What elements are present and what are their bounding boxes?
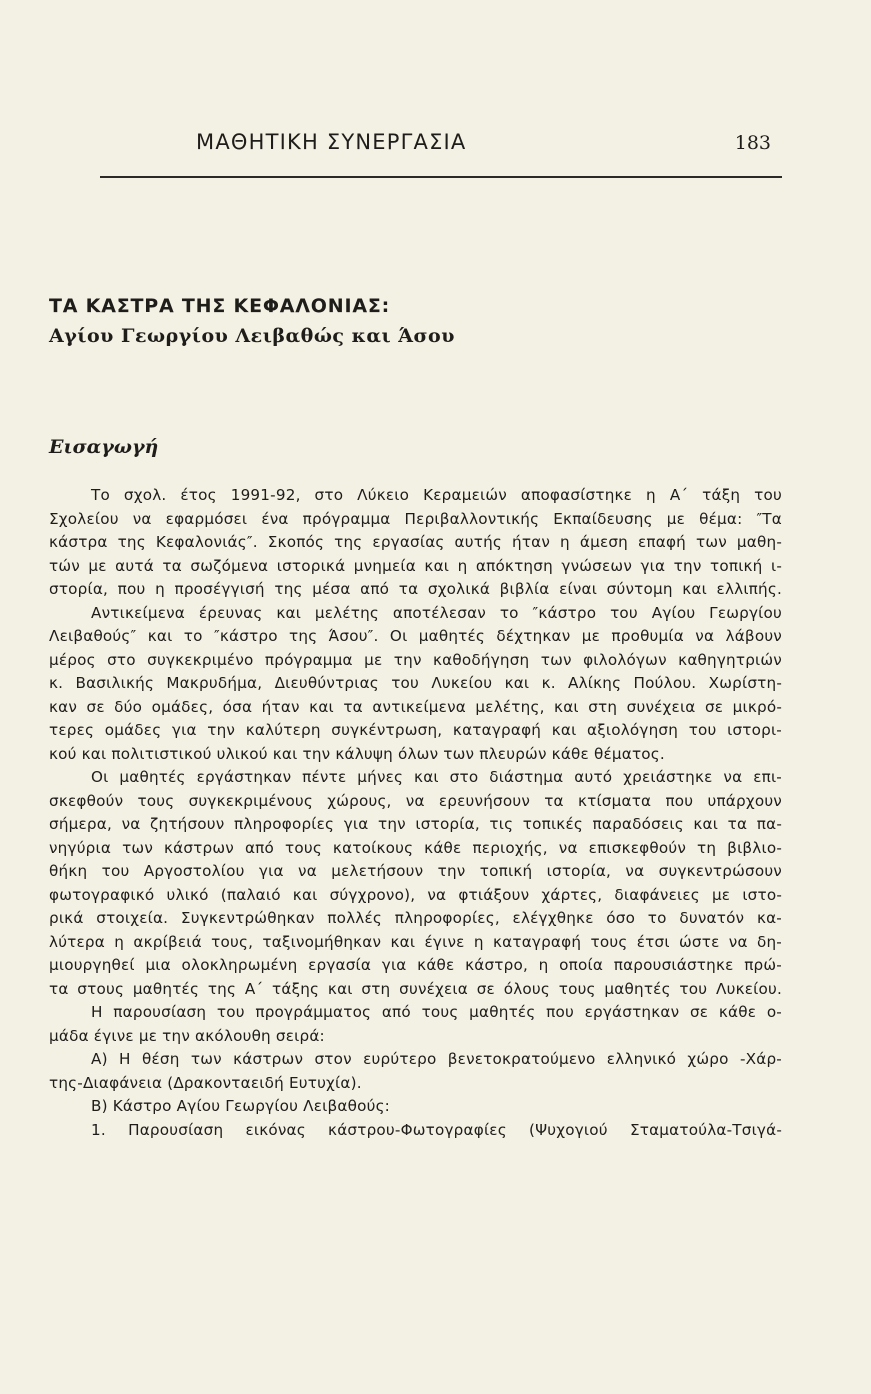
- article-title-line1: ΤΑ ΚΑΣΤΡΑ ΤΗΣ ΚΕΦΑΛΟΝΙΑΣ:: [49, 295, 391, 317]
- text-line: λύτερα η ακρίβειά τους, ταξινομήθηκαν και έγινε η καταγραφή τους έτσι ώστε να δη-: [49, 932, 782, 951]
- running-title: ΜΑΘΗΤΙΚΗ ΣΥΝΕΡΓΑΣΙΑ: [196, 130, 467, 154]
- article-title-line2: Αγίου Γεωργίου Λειβαθώς και Άσου: [49, 325, 455, 347]
- text-line: μιουργηθεί μια ολοκληρωμένη εργασία για κάθε κάστρο, η οποία παρουσιάστηκε πρώ-: [49, 956, 782, 974]
- text-line: μάδα έγινε με την ακόλουθη σειρά:: [49, 1026, 325, 1045]
- text-line: Το σχολ. έτος 1991-92, στο Λύκειο Κεραμειών αποφασίστηκε η Α΄ τάξη του: [91, 486, 782, 504]
- text-line: στορία, που η προσέγγισή της μέσα από τα σχολικά βιβλία είναι σύντομη και ελλιπής.: [49, 580, 782, 598]
- running-header: [94, 130, 771, 160]
- text-line: θήκη του Αργοστολίου για να μελετήσουν την τοπική ιστορία, να συγκεντρώσουν: [49, 862, 782, 880]
- text-line: μέρος στο συγκεκριμένο πρόγραμμα με την καθοδήγηση των φιλολόγων καθηγητριών: [49, 650, 782, 669]
- text-line: της-Διαφάνεια (Δρακονταειδή Ευτυχία).: [49, 1073, 362, 1092]
- text-line: Σχολείου να εφαρμόσει ένα πρόγραμμα Περιβαλλοντικής Εκπαίδευσης με θέμα: ″Τα: [49, 509, 782, 528]
- text-line: Β) Κάστρο Αγίου Γεωργίου Λειβαθούς:: [91, 1097, 391, 1115]
- text-line: φωτογραφικό υλικό (παλαιό και σύγχρονο), να φτιάξουν χάρτες, διαφάνειες με ιστο-: [49, 885, 782, 904]
- text-line: Οι μαθητές εργάστηκαν πέντε μήνες και στο διάστημα αυτό χρειάστηκε να επι-: [91, 768, 782, 786]
- page-number: 183: [734, 132, 771, 154]
- text-line: νηγύρια των κάστρων από τους κατοίκους κάθε περιοχής, να επισκεφθούν τη βιβλιο-: [49, 838, 782, 857]
- text-line: Α) Η θέση των κάστρων στον ευρύτερο βενετοκρατούμενο ελληνικό χώρο -Χάρ-: [91, 1050, 782, 1068]
- text-line: 1. Παρουσίαση εικόνας κάστρου-Φωτογραφίες (Ψυχογιού Σταματούλα-Τσιγά-: [91, 1120, 782, 1139]
- text-line: Αντικείμενα έρευνας και μελέτης αποτέλεσαν το ″κάστρο του Αγίου Γεωργίου: [91, 603, 782, 622]
- text-line: κάστρα της Κεφαλονιάς″. Σκοπός της εργασίας αυτής ήταν η άμεση επαφή των μαθη-: [49, 533, 782, 551]
- text-line: Λειβαθούς″ και το ″κάστρο της Άσου″. Οι μαθητές δέχτηκαν με προθυμία να λάβουν: [49, 627, 782, 645]
- text-line: τερες ομάδες για την καλύτερη συγκέντρωση, καταγραφή και αξιολόγηση του ιστορι-: [49, 721, 782, 739]
- text-line: ρικά στοιχεία. Συγκεντρώθηκαν πολλές πληροφορίες, ελέγχθηκε όσο το δυνατόν κα-: [49, 909, 782, 927]
- text-line: κού και πολιτιστικού υλικού και την κάλυψη όλων των πλευρών κάθε θέματος.: [49, 744, 665, 763]
- text-line: καν σε δύο ομάδες, όσα ήταν και τα αντικείμενα μελέτης, και στη συνέχεια σε μικρό-: [49, 697, 782, 716]
- section-heading: Εισαγωγή: [49, 436, 159, 458]
- header-rule: [100, 176, 782, 178]
- text-line: σκεφθούν τους συγκεκριμένους χώρους, να ερευνήσουν τα κτίσματα που υπάρχουν: [49, 791, 782, 810]
- text-line: Η παρουσίαση του προγράμματος από τους μαθητές που εργάστηκαν σε κάθε ο-: [91, 1003, 782, 1021]
- text-line: τα στους μαθητές της Α΄ τάξης και στη συνέχεια σε όλους τους μαθητές του Λυκείου.: [49, 979, 782, 998]
- text-line: τών με αυτά τα σωζόμενα ιστορικά μνημεία και η απόκτηση γνώσεων για την τοπική ι-: [49, 556, 782, 575]
- text-line: κ. Βασιλικής Μακρυδήμα, Διευθύντριας του Λυκείου και κ. Αλίκης Πούλου. Χωρίστη-: [49, 674, 782, 692]
- body-text: [49, 484, 782, 1142]
- text-line: σήμερα, να ζητήσουν πληροφορίες για την ιστορία, τις τοπικές παραδόσεις και τα πα-: [49, 815, 782, 833]
